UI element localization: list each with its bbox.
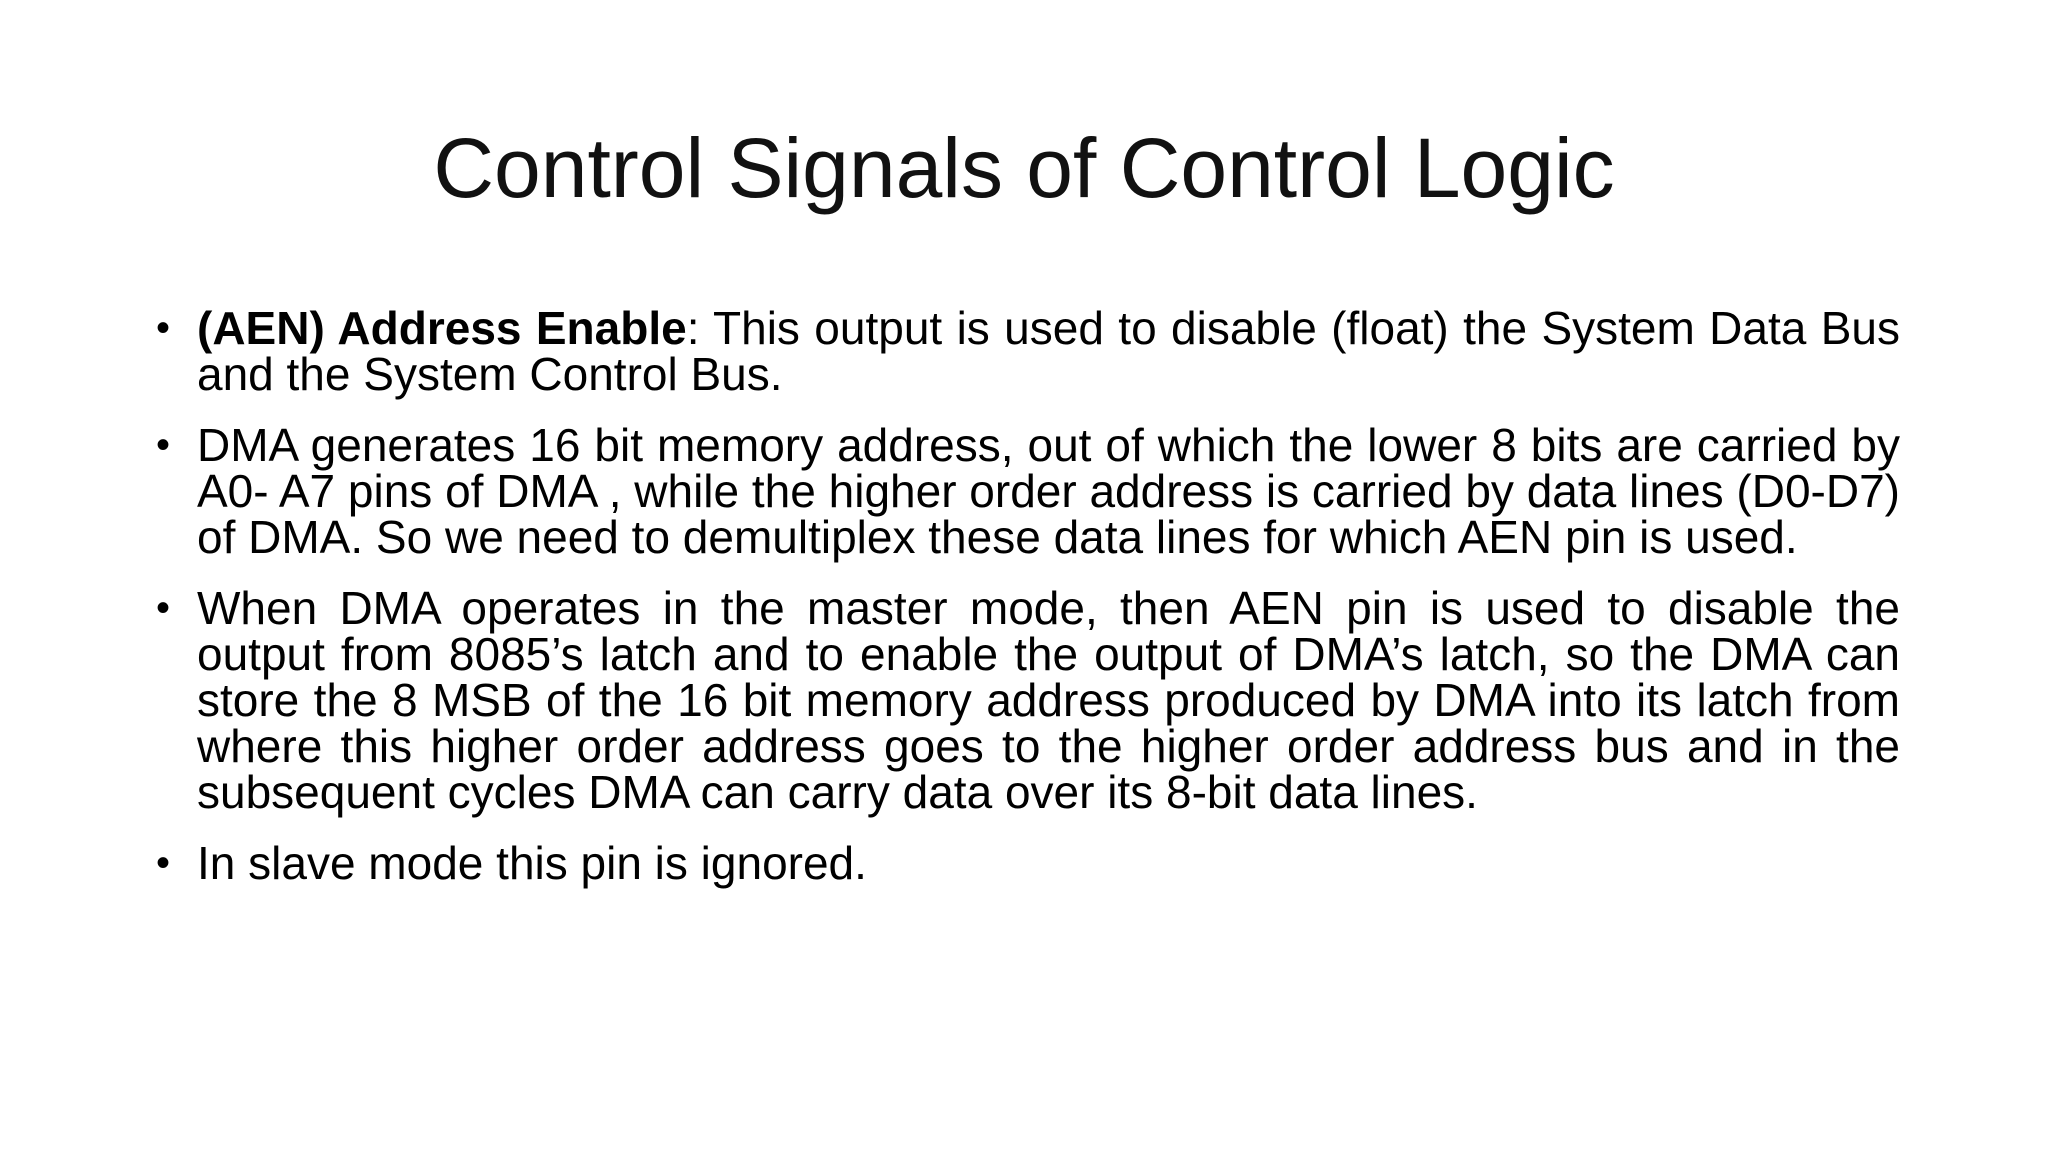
bullet-aen-address-enable — [152, 302, 1900, 400]
bullet-text: DMA generates 16 bit memory address, out of which the lower 8 bits are carried by A0- A7 pins of DMA , while the higher order address is carried by data lines (D0-D7) of DMA. So we need to demultiplex these data lines for which AEN pin is used. — [197, 419, 1900, 563]
bullet-term: (AEN) Address Enable — [197, 302, 687, 354]
bullet-icon: • — [156, 306, 171, 350]
bullet-list — [152, 302, 1900, 911]
bullet-icon: • — [156, 841, 171, 885]
bullet-icon: • — [156, 586, 171, 630]
bullet-slave-mode — [152, 837, 1900, 889]
bullet-icon: • — [156, 423, 171, 467]
slide-title: Control Signals of Control Logic — [433, 121, 1615, 215]
bullet-text: In slave mode this pin is ignored. — [197, 837, 867, 889]
bullet-dma-address-generation — [152, 419, 1900, 563]
bullet-text: When DMA operates in the master mode, then AEN pin is used to disable the output from 8085’s latch and to enable the output of DMA’s latch, so the DMA can store the 8 MSB of the 16 bit memory address produced by DMA into its latch from where this higher order address goes to the higher order address bus and in the subsequent cycles DMA can carry data over its 8-bit data lines. — [197, 582, 1900, 818]
bullet-text: : This output is used to disable (float) the System Data Bus and the System Control Bus. — [197, 302, 1900, 400]
bullet-master-mode — [152, 582, 1900, 818]
